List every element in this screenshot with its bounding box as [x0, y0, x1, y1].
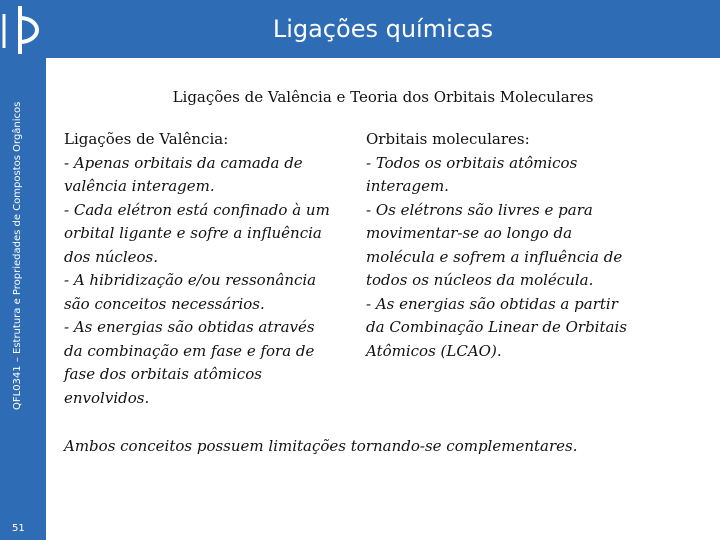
slide-title: Ligações químicas: [272, 15, 494, 43]
molecular-orbitals-column: [366, 128, 666, 363]
valence-bond-column: [64, 128, 356, 410]
university-logo-icon: [0, 0, 46, 58]
text-line: orbital ligante e sofre a influência: [64, 224, 322, 242]
text-line: da combinação em fase e fora de: [64, 341, 315, 360]
text-line: Atômicos (LCAO).: [366, 341, 502, 360]
text-line: - Todos os orbitais atômicos: [366, 153, 578, 172]
text-line: - As energias são obtidas a partir: [366, 294, 618, 313]
course-name: QFL0341 – Estrutura e Propriedades de Compostos Orgânicos: [12, 101, 23, 410]
molecular-orbitals-heading: Orbitais moleculares:: [366, 130, 530, 148]
left-sidebar: [0, 0, 46, 540]
text-line: - As energias são obtidas através: [64, 318, 315, 336]
text-line: da Combinação Linear de Orbitais: [366, 318, 627, 336]
text-line: - Os elétrons são livres e para: [366, 200, 593, 219]
text-line: - Apenas orbitais da camada de: [64, 153, 303, 172]
page-number: 51: [12, 523, 25, 534]
text-line: - A hibridização e/ou ressonância: [64, 271, 317, 289]
text-line: são conceitos necessários.: [64, 294, 265, 313]
text-line: molécula e sofrem a influência de: [366, 247, 623, 266]
text-line: envolvidos.: [64, 388, 150, 407]
text-line: dos núcleos.: [64, 247, 158, 266]
content-heading: Ligações de Valência e Teoria dos Orbitais Moleculares: [172, 88, 594, 106]
text-line: valência interagem.: [64, 177, 215, 195]
conclusion-text: Ambos conceitos possuem limitações tornando-se complementares.: [64, 437, 578, 455]
text-line: fase dos orbitais atômicos: [64, 365, 262, 383]
valence-bond-heading: Ligações de Valência:: [64, 130, 229, 148]
text-line: - Cada elétron está confinado à um: [64, 200, 330, 219]
text-line: movimentar-se ao longo da: [366, 224, 573, 242]
text-line: todos os núcleos da molécula.: [366, 271, 594, 289]
text-line: interagem.: [366, 177, 449, 195]
